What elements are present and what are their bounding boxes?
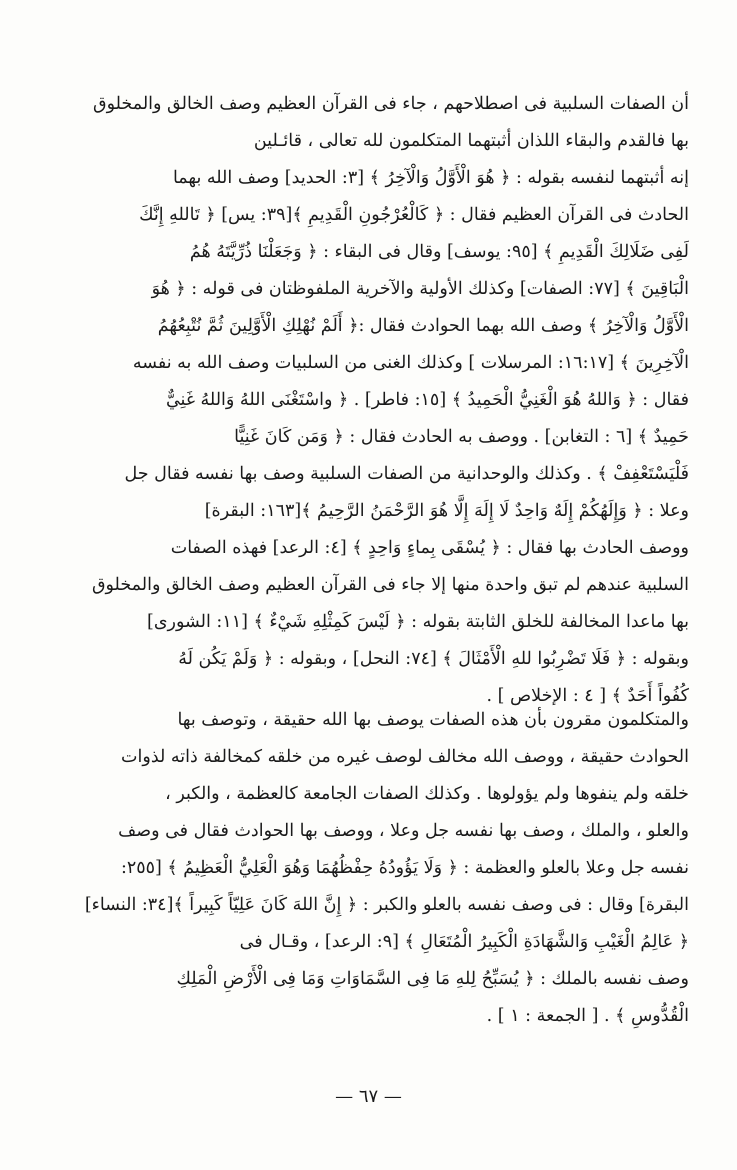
text-line: وصف نفسه بالملك : ﴿ يُسَبِّحُ لِلهِ مَا فِى السَّمَاوَاتِ وَمَا فِى الْأَرْضِ الْمَلِكِ [176,969,689,989]
text-line: الْبَاقِينَ ﴾ [٧٧: الصفات] وكذلك الأولية والآخرية الملفوظتان فى قوله : ﴿ هُوَ [151,279,689,299]
text-line: خلقه ولم ينفوها ولم يؤولوها . وكذلك الصفات الجامعة كالعظمة ، والكبر ، [165,784,689,804]
text-line: بها فالقدم والبقاء اللذان أثبتهما المتكلمون لله تعالى ، قائـلين [253,131,689,151]
page-number: — ٦٧ — [335,1086,402,1107]
text-line: فقال : ﴿ وَاللهُ هُوَ الْغَنِيُّ الْحَمِيدُ ﴾ [١٥: فاطر] . ﴿ واسْتَغْنَى اللهُ وَاللهُ غَنِيٌّ [165,390,689,410]
text-line: نفسه جل وعلا بالعلو والعظمة : ﴿ وَلَا يَؤُودُهُ حِفْظُهُمَا وَهُوَ الْعَلِيُّ الْعَظِيمُ ﴾ [٢٥٥: [120,858,689,878]
text-line: الْآخِرِينَ ﴾ [١٦:١٧: المرسلات ] وكذلك الغنى من السلبيات وصف الله به نفسه [132,353,689,373]
text-line: الْأَوَّلُ وَالْآخِرُ ﴾ وصف الله بهما الحوادث فقال :﴿ أَلَمْ نُهْلِكِ الْأَوَّلِينَ ثُمَّ نُتْبِعُهُمُ [157,316,689,336]
text-line: الحوادث حقيقة ، ووصف الله مخالف لوصف غيره من خلقه كمخالفة ذاته لذوات [121,747,689,767]
text-line: الحادث فى القرآن العظيم فقال : ﴿ كَالْعُرْجُونِ الْقَدِيمِ ﴾[٣٩: يس] ﴿ تَاللهِ إِنَّكَ [139,205,689,225]
text-line: فَلْيَسْتَعْفِفْ ﴾ . وكذلك والوحدانية من الصفات السلبية وصف بها نفسه فقال جل [124,464,689,484]
text-line: إنه أثبتهما لنفسه بقوله : ﴿ هُوَ الْأَوَّلُ وَالْآخِرُ ﴾ [٣: الحديد] وصف الله بهما [172,168,689,188]
text-line: وعلا : ﴿ وَإِلَهُكُمْ إِلَهٌ وَاحِدٌ لَا إِلَهَ إِلَّا هُوَ الرَّحْمَنُ الرَّحِيمُ ﴾[١٦٣: البقرة] [204,501,689,521]
paragraph-1 [48,86,689,715]
text-line: أن الصفات السلبية فى اصطلاحهم ، جاء فى القرآن العظيم وصف الخالق والمخلوق [93,94,689,114]
text-line: والعلو ، والملك ، وصف بها نفسه جل وعلا ، ووصف بها الحوادث فقال فى وصف [118,821,689,841]
text-line: البقرة] وقال : فى وصف نفسه بالعلو والكبر : ﴿ إِنَّ اللهَ كَانَ عَلِيّاً كَبِيراً ﴾[٣٤: النساء] [84,895,689,915]
text-line: والمتكلمون مقرون بأن هذه الصفات يوصف بها الله حقيقة ، وتوصف بها [177,710,689,730]
text-line: وبقوله : ﴿ فَلَا تَضْرِبُوا للهِ الْأَمْثَالَ ﴾ [٧٤: النحل] ، وبقوله : ﴿ وَلَمْ يَكُن لَهُ [178,649,689,669]
paragraph-2 [48,702,689,1035]
text-line: لَفِى ضَلَالِكَ الْقَدِيمِ ﴾ [٩٥: يوسف] وقال فى البقاء : ﴿ وَجَعَلْنَا ذُرِّيَّتَهُ هُمُ [189,242,689,262]
text-line: ﴿ عَالِمُ الْغَيْبِ وَالشَّهَادَةِ الْكَبِيرُ الْمُتَعَالِ ﴾ [٩: الرعد] ، وقـال فى [239,932,689,952]
text-line: بها ماعدا المخالفة للخلق الثابتة بقوله : ﴿ لَيْسَ كَمِثْلِهِ شَيْءٌ ﴾ [١١: الشورى] [147,612,689,632]
text-line: السلبية عندهم لم تبق واحدة منها إلا جاء فى القرآن العظيم وصف الخالق والمخلوق [91,575,689,595]
text-line: الْقُدُّوسِ ﴾ . [ الجمعة : ١ ] . [486,1006,689,1026]
text-line: ووصف الحادث بها فقال : ﴿ يُسْقَى بِماءٍ وَاحِدٍ ﴾ [٤: الرعد] فهذه الصفات [170,538,689,558]
text-line: كُفُواً أَحَدٌ ﴾ [ ٤ : الإخلاص ] . [486,686,689,706]
text-line: حَمِيدٌ ﴾ [٦ : التغابن] . ووصف به الحادث فقال : ﴿ وَمَن كَانَ غَنِيًّا [234,427,689,447]
page-footer [0,1086,737,1107]
